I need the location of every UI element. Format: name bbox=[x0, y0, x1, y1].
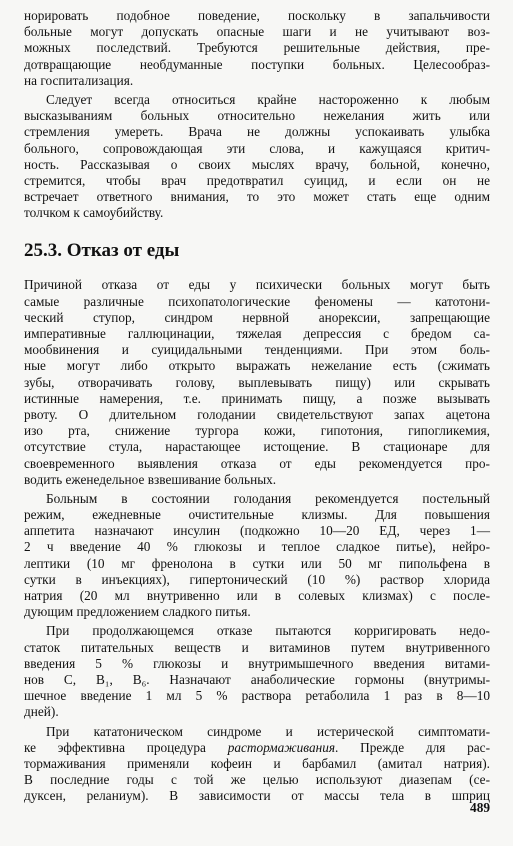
text-line: высказываниям больных относительно нежелания жить или bbox=[24, 108, 490, 124]
text-line: шечное введение 1 мл 5 % раствора ретаболила 1 раз в 8—10 bbox=[24, 688, 490, 704]
text-line: встречает ответного внимания, то это может стать еще одним bbox=[24, 189, 490, 205]
text-line: Причиной отказа от еды у психически больных могут быть bbox=[24, 277, 490, 293]
text-line: изо рта, снижение тургора кожи, гипотония, гипогликемия, bbox=[24, 423, 490, 439]
text-line: можных последствий. Требуются решительные действия, пре- bbox=[24, 40, 490, 56]
text-line: аппетита назначают инсулин (подкожно 10—20 ЕД, через 1— bbox=[24, 523, 490, 539]
paragraph-1 bbox=[24, 8, 490, 89]
emphasis: растормаживания bbox=[227, 739, 336, 755]
text-line: на госпитализация. bbox=[24, 72, 134, 88]
text-line: больные могут допускать опасные шаги и не учитывают воз- bbox=[24, 24, 490, 40]
text-line: рвоту. О длительном голодании свидетельствуют запах ацетона bbox=[24, 406, 490, 422]
page-number: 489 bbox=[470, 800, 490, 815]
text-line: лептики (10 мг френолона в сутки или 50 мг пипольфена в bbox=[24, 555, 490, 571]
text-line: ные могут либо открыто выражать нежелание есть (сжимать bbox=[24, 358, 490, 374]
paragraph-6 bbox=[24, 724, 490, 805]
text-column bbox=[24, 8, 490, 804]
text-line: стремится, чтобы врач предотвратил суицид, и если он не bbox=[24, 172, 490, 188]
section-heading: 25.3. Отказ от еды bbox=[24, 240, 180, 262]
text-line: дней). bbox=[24, 704, 59, 720]
text-line: При кататоническом синдроме и истерической симптомати- bbox=[46, 723, 490, 739]
text-line: статок питательных веществ и витаминов путем внутривенного bbox=[24, 639, 490, 655]
text-line: тормаживания применяли кофеин и барбамил (амитал натрия). bbox=[24, 755, 490, 771]
paragraph-4 bbox=[24, 491, 490, 621]
text-line: мообвинения и суицидальными тенденциями. При этом боль- bbox=[24, 342, 490, 358]
paragraph-5 bbox=[24, 623, 490, 720]
text-line: зубы, отворачивать голову, выплевывать пищу) или скрывать bbox=[24, 374, 490, 390]
text-line: В последние годы с той же целью используют диазепам (се- bbox=[24, 772, 490, 788]
text-line: дуксен, реланиум). В зависимости от массы тела в шприц bbox=[24, 788, 490, 804]
text-line: ке эффективна процедура растормаживания. Прежде для рас- bbox=[24, 739, 490, 755]
text-line: дующим предложением сладкого питья. bbox=[24, 604, 251, 620]
text-line: Больным в состоянии голодания рекомендуется постельный bbox=[46, 490, 490, 506]
text-line: сутки в инъекциях), гипертонический (10 %) раствор хлорида bbox=[24, 571, 490, 587]
text-line: При продолжающемся отказе пытаются корригировать недо- bbox=[46, 623, 490, 639]
text-line: больного, сопровождающая эти слова, и кажущаяся критич- bbox=[24, 140, 490, 156]
text-line: ческий ступор, синдром нервной анорексии, запрещающие bbox=[24, 309, 490, 325]
text-line: толчком к самоубийству. bbox=[24, 205, 164, 221]
text-line: императивные галлюцинации, тяжелая депрессия с бредом са- bbox=[24, 326, 490, 341]
paragraph-3 bbox=[24, 277, 490, 487]
text-line: отсутствие стула, нарастающее истощение. В стационаре для bbox=[24, 439, 490, 455]
text-line: 2 ч введение 40 % глюкозы и теплое сладкое питье), нейро- bbox=[24, 539, 490, 555]
text-line: стремления умереть. Врача не должны успокаивать улыбка bbox=[24, 124, 490, 140]
text-line: истинные намерения, т.е. принимать пищу, а позже вызывать bbox=[24, 390, 490, 406]
text-line: водить еженедельное взвешивание больных. bbox=[24, 471, 277, 487]
text-line: Следует всегда относиться крайне настороженно к любым bbox=[46, 91, 490, 107]
text-line: своевременного выявления отказа от еды рекомендуется про- bbox=[24, 455, 490, 471]
text-line: самые различные психопатологические феномены — катотони- bbox=[24, 293, 490, 309]
text-line: натрия (20 мл внутривенно или в солевых клизмах) с после- bbox=[24, 588, 490, 603]
text-line: введения 5 % глюкозы и внутримышечного введения витами- bbox=[24, 655, 490, 671]
text-line: режим, ежедневные очистительные клизмы. Для повышения bbox=[24, 507, 490, 523]
text-line: дотвращающие необдуманные поступки больных. Целесообраз- bbox=[24, 56, 490, 72]
paragraph-2 bbox=[24, 92, 490, 222]
text-line: нов С, В₁, В₆. Назначают анаболические гормоны (внутримы- bbox=[24, 671, 490, 687]
text-line: ность. Рассказывая о своих мыслях врачу, больной, конечно, bbox=[24, 156, 490, 172]
text-line: норировать подобное поведение, поскольку в запальчивости bbox=[24, 8, 490, 23]
